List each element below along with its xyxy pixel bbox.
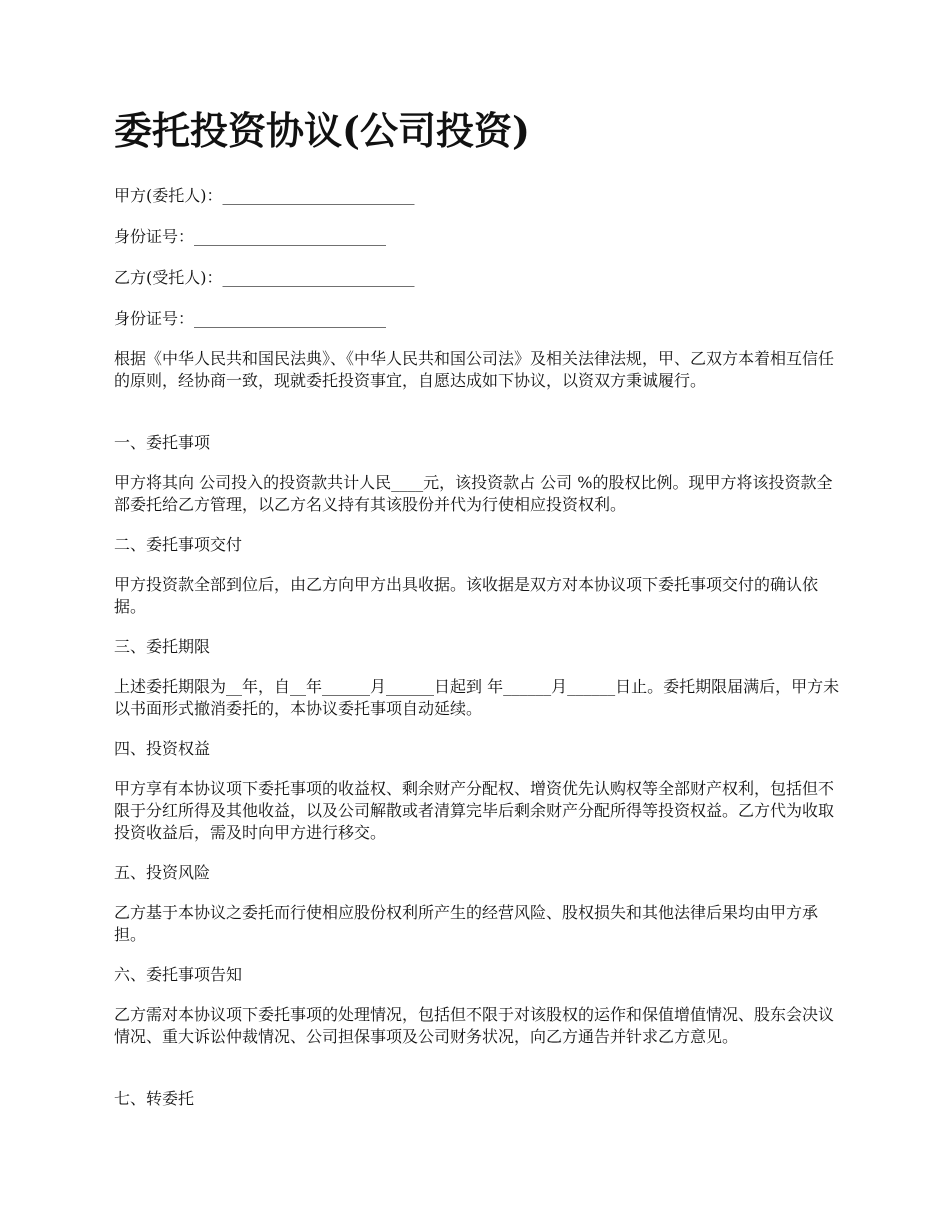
party-b-field bbox=[114, 266, 415, 290]
preamble-paragraph: 根据《中华人民共和国民法典》、《中华人民共和国公司法》及相关法律法规，甲、乙双方本着相互信任的原则，经协商一致，现就委托投资事宜，自愿达成如下协议，以资双方秉诚履行。 bbox=[114, 349, 835, 390]
section-heading: 六、委托事项告知 bbox=[114, 965, 243, 984]
document-title: 委托投资协议(公司投资) bbox=[114, 108, 530, 153]
party-b-label: 乙方(受托人)： bbox=[114, 268, 223, 287]
party-b-blank: ________________________ bbox=[222, 268, 415, 287]
section-heading: 一、委托事项 bbox=[114, 433, 211, 452]
party-a-blank: ________________________ bbox=[222, 186, 415, 205]
section-heading: 七、转委托 bbox=[114, 1089, 195, 1108]
section-body: 甲方将其向 公司投入的投资款共计人民____元，该投资款占 公司 %的股权比例。现甲方将该投资款全部委托给乙方管理，以乙方名义持有其该股份并代为行使相应投资权利。 bbox=[114, 473, 833, 514]
party-a-id-field bbox=[114, 225, 386, 249]
section-heading: 四、投资权益 bbox=[114, 739, 211, 758]
section-body: 甲方享有本协议项下委托事项的收益权、剩余财产分配权、增资优先认购权等全部财产权利，包括但不限于分红所得及其他收益，以及公司解散或者清算完毕后剩余财产分配所得等投资权益。乙方代为收取投资收益后，需及时向甲方进行移交。 bbox=[114, 779, 835, 842]
party-a-label: 甲方(委托人)： bbox=[114, 186, 223, 205]
party-a-field bbox=[114, 184, 415, 208]
section-heading: 二、委托事项交付 bbox=[114, 535, 243, 554]
party-b-id-blank: ________________________ bbox=[194, 309, 387, 328]
section-body: 乙方基于本协议之委托而行使相应股份权利所产生的经营风险、股权损失和其他法律后果均由甲方承担。 bbox=[114, 903, 819, 944]
party-b-id-field bbox=[114, 307, 386, 331]
section-body: 上述委托期限为__年，自__年______月______日起到 年______月______日止。委托期限届满后，甲方未以书面形式撤消委托的，本协议委托事项自动延续。 bbox=[114, 677, 840, 718]
section-body: 乙方需对本协议项下委托事项的处理情况，包括但不限于对该股权的运作和保值增值情况、股东会决议情况、重大诉讼仲裁情况、公司担保事项及公司财务状况，向乙方通告并针求乙方意见。 bbox=[114, 1005, 835, 1046]
party-a-id-blank: ________________________ bbox=[194, 227, 387, 246]
section-body: 甲方投资款全部到位后，由乙方向甲方出具收据。该收据是双方对本协议项下委托事项交付的确认依据。 bbox=[114, 575, 819, 616]
section-heading: 三、委托期限 bbox=[114, 637, 211, 656]
section-heading: 五、投资风险 bbox=[114, 863, 211, 882]
party-a-id-label: 身份证号： bbox=[114, 227, 195, 246]
party-b-id-label: 身份证号： bbox=[114, 309, 195, 328]
